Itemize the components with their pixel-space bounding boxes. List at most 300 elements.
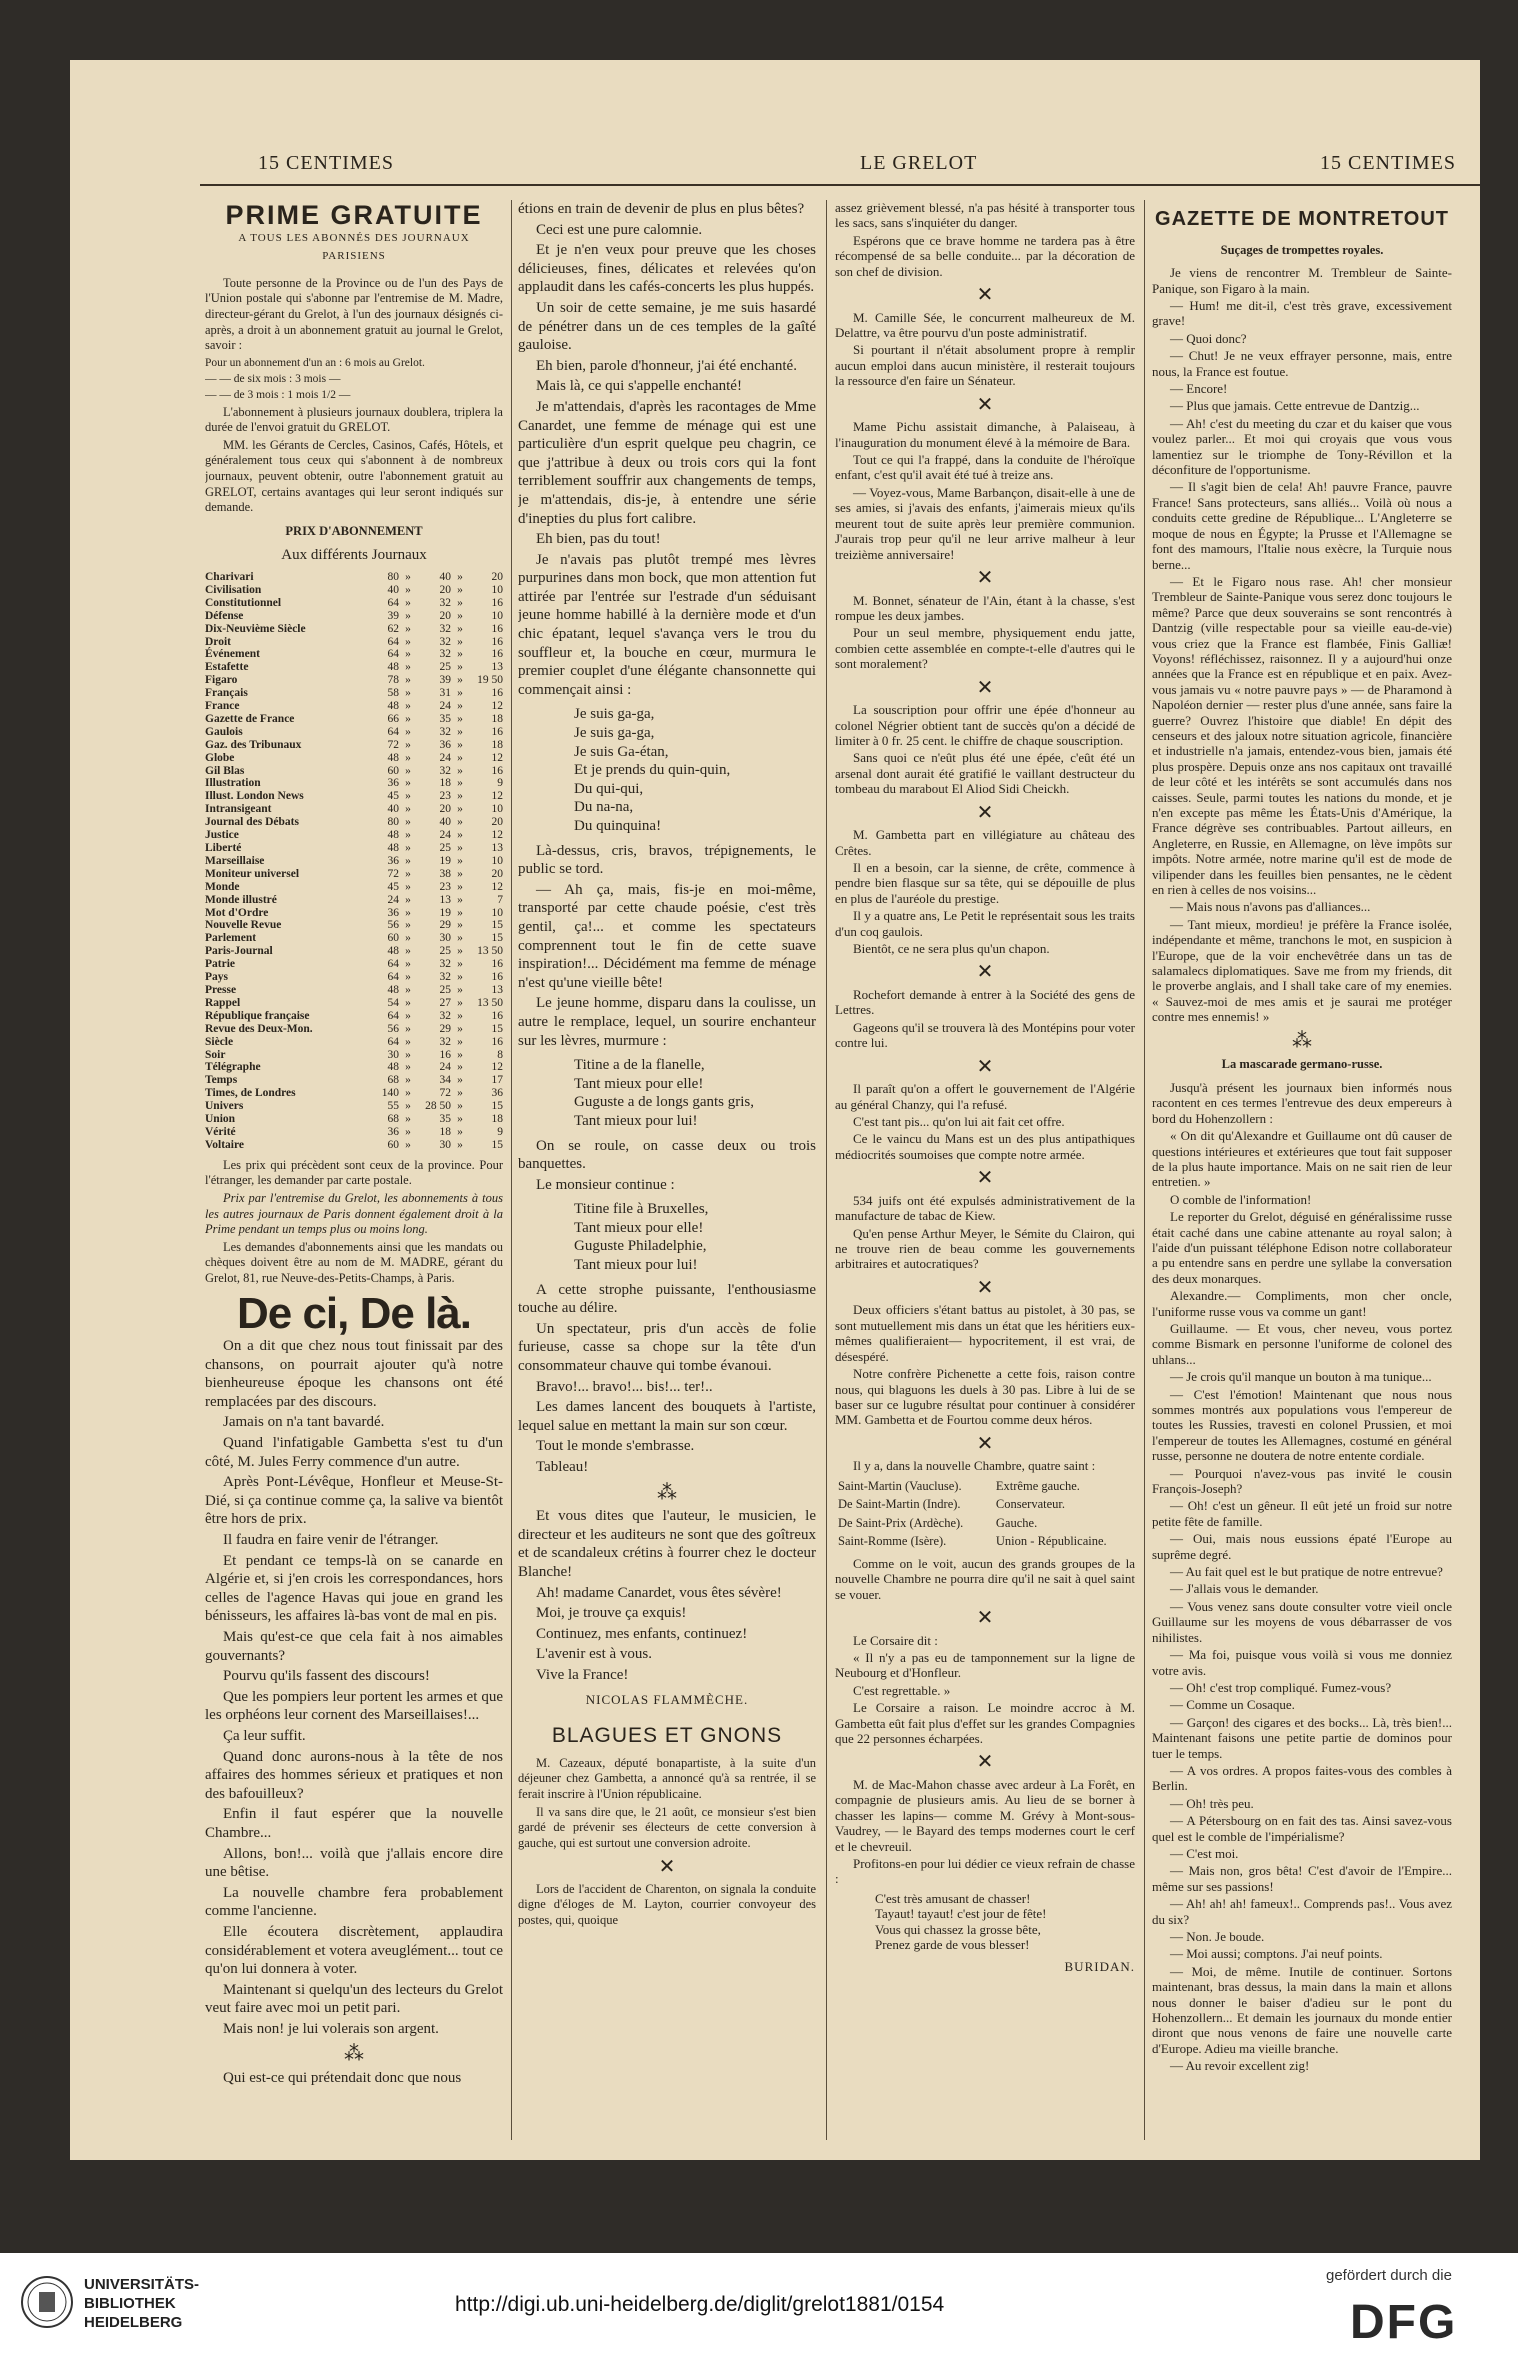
price-row — [205, 648, 503, 661]
paragraph: Espérons que ce brave homme ne tardera pas à être récompensé de sa belle conduite... par la décoration de son chef de division. — [835, 232, 1135, 279]
ditto: » — [457, 971, 463, 984]
paragraph: — C'est l'émotion! Maintenant que nous nous sommes montrés aux populations vous l'empereur de toutes les Russies, travesti en colonel Prussien, et moi l'empereur de toutes les Allemagnes, costumé en général russe, personne ne doutera de notre entente cordiale. — [1152, 1386, 1452, 1464]
price-three-months: 16 — [491, 971, 503, 984]
journal-name: Figaro — [205, 674, 238, 687]
ditto: » — [457, 983, 463, 996]
paragraph: — A vos ordres. A propos faites-vous des combles à Berlin. — [1152, 1762, 1452, 1794]
journal-name: Univers — [205, 1100, 244, 1113]
price-row — [205, 1074, 503, 1087]
verse-line: Tant mieux pour elle! — [574, 1075, 704, 1092]
price-row — [205, 1023, 503, 1036]
paragraph: M. Bonnet, sénateur de l'Ain, étant à la chasse, s'est rompue les deux jambes. — [835, 592, 1135, 623]
price-one-year: 64 — [387, 1009, 399, 1022]
price-three-months: 18 — [491, 1113, 503, 1126]
paragraph: Quand l'infatigable Gambetta s'est tu d'un côté, M. Jules Ferry commence d'un autre. — [205, 1435, 503, 1470]
price-three-months: 10 — [491, 583, 503, 596]
price-six-months: 19 — [439, 906, 451, 919]
paragraph: Après Pont-Lévêque, Honfleur et Meuse-St-Dié, si ça continue comme ça, la salive va bientôt être hors de prix. — [205, 1474, 503, 1528]
paragraph: Jusqu'à présent les journaux bien informés nous racontent en ces termes l'entrevue des deux empereurs à bord du Hohenzollern : — [1152, 1079, 1452, 1126]
ditto: » — [457, 712, 463, 725]
price-one-year: 48 — [387, 661, 399, 674]
ditto: » — [405, 996, 411, 1009]
ditto: » — [457, 570, 463, 583]
price-one-year: 48 — [387, 751, 399, 764]
price-three-months: 13 — [491, 661, 503, 674]
verse-line: Tant mieux pour elle! — [574, 1219, 704, 1236]
ditto: » — [457, 1035, 463, 1048]
ditto: » — [405, 803, 411, 816]
paragraph: — Non. Je boude. — [1170, 1929, 1265, 1944]
paragraph: Maintenant si quelqu'un des lecteurs du Grelot veut faire avec moi un petit pari. — [205, 1981, 503, 2017]
price-one-year: 48 — [387, 945, 399, 958]
header-rule — [200, 184, 1480, 186]
price-row — [205, 894, 503, 907]
paragraph: Je n'avais pas plutôt trempé mes lèvres purpurines dans mon bock, que mon attention fut attirée par l'entrée sur l'estrade d'un séduisant jeune homme habillé à la dernière mode et d'un chic épatant, lequel s'avança vers le trou du souffleur et, la bouche en cœur, murmura le premier couplet d'une élégante chansonnette qui commençait ainsi : — [518, 551, 816, 698]
paragraph: — Mais nous n'avons pas d'alliances... — [1170, 899, 1371, 915]
separator-cross: ✕ — [658, 1854, 676, 1879]
price-six-months: 32 — [439, 971, 451, 984]
paragraph: M. de Mac-Mahon chasse avec ardeur à La Forêt, en compagnie de plusieurs amis. Au lieu de se borner à chasser les lapins— comme M. Grévy à Mont-sous-Vaudrey, — le Bayard des temps modernes court le cerf et le chevreuil. — [835, 1776, 1135, 1854]
university-seal-icon — [20, 2275, 74, 2329]
price-six-months: 13 — [439, 893, 451, 906]
price-three-months: 16 — [491, 764, 503, 777]
ditto: » — [405, 1009, 411, 1022]
paragraph: M. Gambetta part en villégiature au château des Crêtes. — [835, 827, 1135, 858]
paragraph: Bravo!... bravo!... bis!... ter!.. — [536, 1378, 713, 1395]
paragraph: Mame Pichu assistait dimanche, à Palaiseau, à l'inauguration du monument élevé à la mémoire de Bara. — [835, 419, 1135, 450]
header-price-left: 15 CENTIMES — [258, 152, 394, 174]
price-row — [205, 1113, 503, 1126]
paragraph: Mais qu'est-ce que cela fait à nos aimables gouvernants? — [205, 1629, 503, 1664]
saints-table — [835, 1476, 1135, 1552]
price-three-months: 9 — [497, 777, 503, 790]
paragraph: Gageons qu'il se trouvera là des Montépins pour voter contre lui. — [835, 1019, 1135, 1051]
blagues-et-gnons-title: BLAGUES ET GNONS — [551, 1724, 783, 1748]
author-signature: NICOLAS FLAMMÈCHE. — [585, 1691, 749, 1707]
price-row — [205, 777, 503, 790]
price-one-year: 36 — [387, 777, 399, 790]
paragraph: — Oh! c'est un gêneur. Il eût jeté un froid sur notre petite fête de famille. — [1152, 1498, 1452, 1529]
price-row — [205, 661, 503, 674]
paragraph: « Il n'y a pas eu de tamponnement sur la ligne de Neubourg et d'Honfleur. — [835, 1649, 1135, 1681]
journal-name: Union — [205, 1113, 236, 1126]
prix-subtitle: Aux différents Journaux — [281, 547, 427, 564]
price-three-months: 16 — [491, 725, 503, 738]
journal-name: Illustration — [205, 777, 261, 790]
price-row — [205, 842, 503, 855]
price-three-months: 13 50 — [477, 996, 503, 1009]
price-row — [205, 997, 503, 1010]
paragraph: Le Corsaire dit : — [853, 1632, 938, 1648]
ditto: » — [457, 609, 463, 622]
price-one-year: 60 — [387, 764, 399, 777]
ditto: » — [405, 842, 411, 855]
paragraph: Il en a besoin, car la sienne, de crête, commence à pendre bien flasque sur sa tête, qui se dépouille de plus en plus de l'auréole du prestige. — [835, 859, 1135, 906]
paragraph: — Comme un Cosaque. — [1170, 1697, 1295, 1713]
paragraph: Tout ce qui l'a frappé, dans la conduite de l'héroïque enfant, c'est qu'il avait été tué à treize ans. — [835, 452, 1135, 483]
paragraph: — Plus que jamais. Cette entrevue de Dantzig... — [1170, 398, 1420, 414]
paragraph: assez grièvement blessé, n'a pas hésité à transporter tous les sacs, sans s'inquiéter du danger. — [835, 200, 1135, 231]
price-row — [205, 855, 503, 868]
ditto: » — [405, 816, 411, 829]
source-url-link[interactable]: http://digi.ub.uni-heidelberg.de/diglit/grelot1881/0154 — [455, 2293, 945, 2316]
paragraph: Guillaume. — Et vous, cher neveu, vous portez comme Bismark en personne l'uniforme de colonel des uhlans... — [1152, 1320, 1452, 1367]
price-one-year: 40 — [387, 583, 399, 596]
journal-name: Vérité — [205, 1125, 236, 1138]
price-one-year: 36 — [387, 906, 399, 919]
ditto: » — [457, 1100, 463, 1113]
ditto: » — [457, 1087, 463, 1100]
journal-name: Siècle — [205, 1035, 234, 1048]
paragraph: Jamais on n'a tant bavardé. — [223, 1414, 385, 1431]
verse-line: Du na-na, — [574, 799, 634, 816]
journal-name: Rappel — [205, 996, 241, 1009]
ditto: » — [457, 1009, 463, 1022]
price-six-months: 29 — [439, 1022, 451, 1035]
price-three-months: 10 — [491, 803, 503, 816]
paragraph: L'abonnement à plusieurs journaux doublera, triplera la durée de l'envoi gratuit du GRELOT. — [205, 404, 503, 435]
verse-line: Tant mieux pour lui! — [574, 1112, 698, 1129]
paragraph: étions en train de devenir de plus en plus bêtes? — [518, 201, 805, 217]
journal-name: Télégraphe — [205, 1061, 261, 1074]
paragraph: On se roule, on casse deux ou trois banquettes. — [518, 1137, 816, 1173]
paragraph: Notre confrère Pichenette a cette fois, raison contre nous, qui blaguons les duels à 30 pas. Libre à lui de se baser sur ce lugubre résultat pour continuer à considérer MM. Gambetta et de Fourtou comme deux héros. — [835, 1366, 1135, 1428]
column-rule — [826, 200, 827, 2140]
ditto: » — [457, 880, 463, 893]
journal-name: Revue des Deux-Mon. — [205, 1022, 313, 1035]
separator-cross: ✕ — [976, 1749, 994, 1774]
ditto: » — [405, 1125, 411, 1138]
price-six-months: 20 — [439, 803, 451, 816]
journal-name: Gil Blas — [205, 764, 245, 777]
verse-line: Et je prends du quin-quin, — [574, 762, 731, 779]
paragraph: C'est tant pis... qu'on lui ait fait cet offre. — [853, 1114, 1065, 1130]
price-six-months: 35 — [439, 1113, 451, 1126]
saint-name: Saint-Martin (Vaucluse). — [838, 1478, 962, 1493]
paragraph: Profitons-en pour lui dédier ce vieux refrain de chasse : — [835, 1856, 1135, 1887]
price-row — [205, 932, 503, 945]
verse-line: Tayaut! tayaut! c'est jour de fête! — [875, 1906, 1047, 1922]
paragraph: Mais là, ce qui s'appelle enchanté! — [536, 378, 742, 395]
paragraph: M. Cazeaux, député bonapartiste, à la suite d'un déjeuner chez Gambetta, a annoncé qu'à sa rentrée, il se ferait inscrire à l'Union républicaine. — [518, 1755, 816, 1801]
paragraph: Toute personne de la Province ou de l'un des Pays de l'Union postale qui s'abonne par l'entremise de M. Madre, directeur-gérant du Grelot, à l'un des journaux désignés ci-après, a droit à un abonnement gratuit au journal le Grelot, savoir : — [205, 275, 503, 353]
price-six-months: 32 — [439, 648, 451, 661]
ditto: » — [405, 958, 411, 971]
price-three-months: 16 — [491, 596, 503, 609]
price-three-months: 16 — [491, 1035, 503, 1048]
price-three-months: 16 — [491, 622, 503, 635]
verse-line: Titine file à Bruxelles, — [574, 1201, 709, 1218]
ditto: » — [405, 764, 411, 777]
rate-line: — — de six mois : 3 mois — — [205, 373, 341, 386]
price-row — [205, 597, 503, 610]
ditto: » — [405, 700, 411, 713]
price-three-months: 12 — [491, 829, 503, 842]
saint-group: Gauche. — [995, 1515, 1038, 1530]
paragraph: La souscription pour offrir une épée d'honneur au colonel Négrier obtient tant de succès qu'on a décidé de limiter à 0 fr. 25 cent. le chiffre de chaque souscription. — [835, 702, 1135, 748]
journal-name: Constitutionnel — [205, 596, 282, 609]
ditto: » — [457, 893, 463, 906]
price-one-year: 68 — [387, 1074, 399, 1087]
price-one-year: 48 — [387, 1061, 399, 1074]
price-one-year: 64 — [387, 648, 399, 661]
price-three-months: 12 — [491, 700, 503, 713]
verse-line: Guguste a de longs gants gris, — [574, 1094, 754, 1111]
price-three-months: 17 — [491, 1074, 503, 1087]
price-one-year: 64 — [387, 971, 399, 984]
price-six-months: 25 — [439, 945, 451, 958]
prime-subtitle: A TOUS LES ABONNÉS DES JOURNAUX PARISIENS — [238, 231, 470, 263]
price-one-year: 140 — [381, 1087, 399, 1100]
journal-name: Temps — [205, 1074, 238, 1087]
separator-cross: ✕ — [976, 799, 994, 824]
verse-line: Guguste Philadelphie, — [574, 1238, 707, 1255]
price-row — [205, 623, 503, 636]
journal-name: Journal des Débats — [205, 816, 299, 829]
column-2 — [518, 200, 816, 2140]
separator-cross: ✕ — [976, 1274, 994, 1299]
ditto: » — [405, 751, 411, 764]
price-row — [205, 571, 503, 584]
journal-name: Événement — [205, 648, 260, 661]
journal-name: Liberté — [205, 842, 242, 855]
ditto: » — [405, 1113, 411, 1126]
paragraph: Eh bien, pas du tout! — [536, 531, 661, 548]
price-three-months: 16 — [491, 958, 503, 971]
library-name-line: HEIDELBERG — [84, 2314, 183, 2331]
song-verse-1 — [518, 705, 816, 835]
paragraph: Rochefort demande à entrer à la Société des gens de Lettres. — [835, 987, 1135, 1018]
price-row — [205, 919, 503, 932]
price-one-year: 36 — [387, 854, 399, 867]
paragraph: Le Corsaire a raison. Le moindre accroc à M. Gambetta eût fait plus d'effet sur les grandes Compagnies que 22 personnes écharpées. — [835, 1700, 1135, 1746]
paragraph: Elle écoutera discrètement, applaudira considérablement et votera aveuglément... tout ce qu'on lui donnera à voter. — [205, 1923, 503, 1978]
ditto: » — [457, 1048, 463, 1061]
price-row — [205, 739, 503, 752]
price-one-year: 66 — [387, 712, 399, 725]
paragraph: — A Pétersbourg on en fait des tas. Ainsi savez-vous quel est le comble de l'impérialisme? — [1152, 1813, 1452, 1844]
library-name-line: UNIVERSITÄTS- — [84, 2276, 200, 2293]
paragraph: — Mais non, gros bêta! C'est d'avoir de l'Empire... même sur ses passions! — [1152, 1863, 1452, 1894]
ditto: » — [457, 854, 463, 867]
separator-cross: ✕ — [976, 1165, 994, 1190]
ditto: » — [457, 635, 463, 648]
price-six-months: 32 — [439, 596, 451, 609]
ditto: » — [405, 906, 411, 919]
ditto: » — [405, 829, 411, 842]
paragraph: Ce le vaincu du Mans est un des plus antipathiques médiocrités soumoises que compte notre armée. — [835, 1131, 1135, 1162]
price-three-months: 13 — [491, 983, 503, 996]
paragraph: Lors de l'accident de Charenton, on signala la conduite digne d'éloges de M. Layton, courrier convoyeur des postes, qui, quoique — [518, 1881, 816, 1928]
paragraph: M. Camille Sée, le concurrent malheureux de M. Delattre, va être pourvu d'un poste administratif. — [835, 309, 1135, 341]
journal-name: Défense — [205, 609, 244, 622]
price-six-months: 35 — [439, 712, 451, 725]
rate-line: Pour un abonnement d'un an : 6 mois au Grelot. — [205, 356, 425, 369]
price-row — [205, 726, 503, 739]
running-header — [70, 152, 1480, 178]
column-4 — [1152, 200, 1452, 2140]
price-row — [205, 1049, 503, 1062]
price-one-year: 64 — [387, 596, 399, 609]
ditto: » — [405, 919, 411, 932]
price-row — [205, 752, 503, 765]
price-six-months: 39 — [439, 674, 451, 687]
paragraph: C'est regrettable. » — [853, 1682, 951, 1698]
separator-cross: ✕ — [976, 564, 994, 589]
paragraph: — Moi, de même. Inutile de continuer. Sortons maintenant, bras dessus, la main dans la main et allons nous donner le baiser d'adieu sur le pont du Hohenzollern... Et demain les journaux du monde entier diront que nous venons de faire une nouvelle carte d'Europe. Adieu ma vieille branche. — [1152, 1963, 1452, 2056]
journal-name: Intransigeant — [205, 803, 272, 816]
paragraph: — Tant mieux, mordieu! je préfère la France isolée, indépendante et même, tranchons le mot, en suspicion à l'Europe, que de la voir enchevêtrée dans un tas de salamalecs diplomatiques. Save me from my friends, dit le proverbe anglais, and I shall take care of my enemies. « Sauvez-moi de mes amis et je saurai me protéger contre mes ennemis! » — [1152, 916, 1452, 1025]
price-six-months: 32 — [439, 958, 451, 971]
paragraph: L'avenir est à vous. — [536, 1646, 653, 1663]
price-row — [205, 1010, 503, 1023]
saint-name: De Saint-Martin (Indre). — [838, 1497, 961, 1512]
ditto: » — [405, 880, 411, 893]
price-six-months: 20 — [439, 583, 451, 596]
paragraph: Moi, je trouve ça exquis! — [536, 1605, 687, 1622]
price-three-months: 12 — [491, 880, 503, 893]
ditto: » — [457, 790, 463, 803]
price-one-year: 80 — [387, 816, 399, 829]
ditto: » — [405, 945, 411, 958]
paragraph: Qui est-ce qui prétendait donc que nous — [223, 2070, 462, 2087]
price-one-year: 54 — [387, 996, 399, 1009]
paragraph: — Vous venez sans doute consulter votre vieil oncle Guillaume sur les moyens de vous débarrasser de vos nihilistes. — [1152, 1598, 1452, 1645]
ditto: » — [405, 1022, 411, 1035]
ditto: » — [405, 661, 411, 674]
price-six-months: 24 — [439, 700, 451, 713]
column-rule — [511, 200, 512, 2140]
price-one-year: 48 — [387, 829, 399, 842]
ditto: » — [457, 777, 463, 790]
price-three-months: 13 — [491, 842, 503, 855]
paragraph: — Oh! c'est trop compliqué. Fumez-vous? — [1170, 1679, 1392, 1695]
section-subtitle: La mascarade germano-russe. — [1221, 1057, 1383, 1072]
ditto: » — [457, 674, 463, 687]
paragraph: — Moi aussi; comptons. J'ai neuf points. — [1170, 1946, 1383, 1962]
journal-name: Paris-Journal — [205, 945, 273, 958]
ditto: » — [457, 622, 463, 635]
paragraph: Comme on le voit, aucun des grands groupes de la nouvelle Chambre ne pourra dire qu'il ne sait à quel saint se vouer. — [835, 1555, 1135, 1602]
paragraph: Ça leur suffit. — [223, 1727, 306, 1744]
price-six-months: 32 — [439, 725, 451, 738]
paragraph: Les dames lancent des bouquets à l'artiste, lequel salue en mettant la main sur son cœur. — [518, 1399, 816, 1434]
paragraph: O comble de l'information! — [1170, 1191, 1312, 1207]
price-row — [205, 700, 503, 713]
de-ci-de-la-title: De ci, De là. — [236, 1288, 471, 1338]
journal-name: Monde illustré — [205, 893, 277, 906]
price-one-year: 64 — [387, 635, 399, 648]
ditto: » — [457, 738, 463, 751]
journal-name: Français — [205, 687, 248, 700]
price-one-year: 60 — [387, 1138, 399, 1151]
price-row — [205, 829, 503, 842]
price-six-months: 32 — [439, 764, 451, 777]
price-six-months: 38 — [439, 867, 451, 880]
price-three-months: 12 — [491, 1061, 503, 1074]
separator-stars: ⁂ — [1292, 1027, 1312, 1052]
price-row — [205, 636, 503, 649]
ditto: » — [457, 919, 463, 932]
paragraph: Et je n'en veux pour preuve que les choses délicieuses, fines, délicates et relevées qu'on applaudit dans les cafés-concerts les plus huppés. — [518, 242, 816, 296]
paragraph: — Ah ça, mais, fis-je en moi-même, transporté par cette chaude poésie, c'est très gentil, ça!... et comme les spectateurs comprennent tout le fin de cette suave inspiration!... Décidément ma femme de ménage n'est qu'une vieille bête! — [518, 881, 816, 991]
ditto: » — [457, 583, 463, 596]
price-six-months: 32 — [439, 1009, 451, 1022]
price-three-months: 16 — [491, 687, 503, 700]
price-three-months: 9 — [497, 1125, 503, 1138]
journal-name: Justice — [205, 829, 239, 842]
ditto: » — [405, 983, 411, 996]
price-row — [205, 1087, 503, 1100]
gazette-title: GAZETTE DE MONTRETOUT — [1155, 208, 1449, 230]
price-six-months: 30 — [439, 1138, 451, 1151]
ditto: » — [405, 971, 411, 984]
price-six-months: 32 — [439, 635, 451, 648]
verse-line: Je suis ga-ga, — [574, 706, 655, 723]
separator-cross: ✕ — [976, 1430, 994, 1455]
ditto: » — [457, 1138, 463, 1151]
ditto: » — [457, 816, 463, 829]
ditto: » — [457, 1074, 463, 1087]
price-three-months: 15 — [491, 932, 503, 945]
price-six-months: 20 — [439, 609, 451, 622]
journal-name: Dix-Neuvième Siècle — [205, 622, 306, 635]
ditto: » — [405, 1048, 411, 1061]
price-six-months: 25 — [439, 661, 451, 674]
price-row — [205, 881, 503, 894]
price-row — [205, 907, 503, 920]
ditto: » — [405, 893, 411, 906]
ditto: » — [457, 803, 463, 816]
price-one-year: 55 — [387, 1100, 399, 1113]
header-price-right: 15 CENTIMES — [1320, 152, 1456, 174]
paragraph: — Au revoir excellent zig! — [1170, 2058, 1310, 2074]
ditto: » — [405, 687, 411, 700]
price-row — [205, 868, 503, 881]
price-one-year: 72 — [387, 738, 399, 751]
paragraph: — Je crois qu'il manque un bouton à ma tunique... — [1170, 1369, 1432, 1385]
price-row — [205, 1126, 503, 1139]
paragraph: 534 juifs ont été expulsés administrativement de la manufacture de tabac de Kiew. — [835, 1192, 1135, 1224]
paragraph: Il faudra en faire venir de l'étranger. — [223, 1532, 439, 1549]
paragraph: Et vous dites que l'auteur, le musicien, le directeur et les auditeurs ne sont que des goîtreux et de scandaleux crétins à fourrer chez le docteur Blanche! — [518, 1508, 816, 1580]
price-one-year: 60 — [387, 932, 399, 945]
journal-name: Parlement — [205, 932, 257, 945]
paragraph: Alexandre.— Compliments, mon cher oncle, l'uniforme russe vous va comme un gant! — [1152, 1288, 1452, 1319]
ditto: » — [457, 1061, 463, 1074]
paragraph: Ah! madame Canardet, vous êtes sévère! — [536, 1584, 782, 1601]
price-six-months: 18 — [439, 1125, 451, 1138]
saint-name: De Saint-Prix (Ardèche). — [838, 1515, 964, 1530]
price-one-year: 48 — [387, 700, 399, 713]
price-six-months: 24 — [439, 829, 451, 842]
price-six-months: 23 — [439, 880, 451, 893]
price-six-months: 34 — [439, 1074, 451, 1087]
journal-name: France — [205, 700, 240, 713]
verse-line: Du qui-qui, — [574, 780, 644, 797]
price-three-months: 10 — [491, 609, 503, 622]
journal-name: Nouvelle Revue — [205, 919, 282, 932]
journal-name: Patrie — [205, 958, 236, 971]
price-one-year: 30 — [387, 1048, 399, 1061]
price-six-months: 27 — [439, 996, 451, 1009]
paragraph: — Pourquoi n'avez-vous pas invité le cousin François-Joseph? — [1152, 1465, 1452, 1497]
paragraph: Sans quoi ce n'eût plus été une épée, c'eût été un arsenal dont aurait été gratifié le vaillant destructeur du tombeau du marabout El Aliod Sidi Cheickh. — [835, 750, 1135, 797]
paragraph: Il y a, dans la nouvelle Chambre, quatre saint : — [853, 1458, 1096, 1474]
ditto: » — [405, 596, 411, 609]
paragraph: Mais non! je lui volerais son argent. — [223, 2020, 439, 2037]
paragraph: Le reporter du Grelot, déguisé en généralissime russe était caché dans une cabine attenante au royal salon; à l'aide d'un puissant téléphone Edison notre collaborateur a pu entendre sans en perdre une syllabe la conversation des deux monarques. — [1152, 1209, 1452, 1286]
